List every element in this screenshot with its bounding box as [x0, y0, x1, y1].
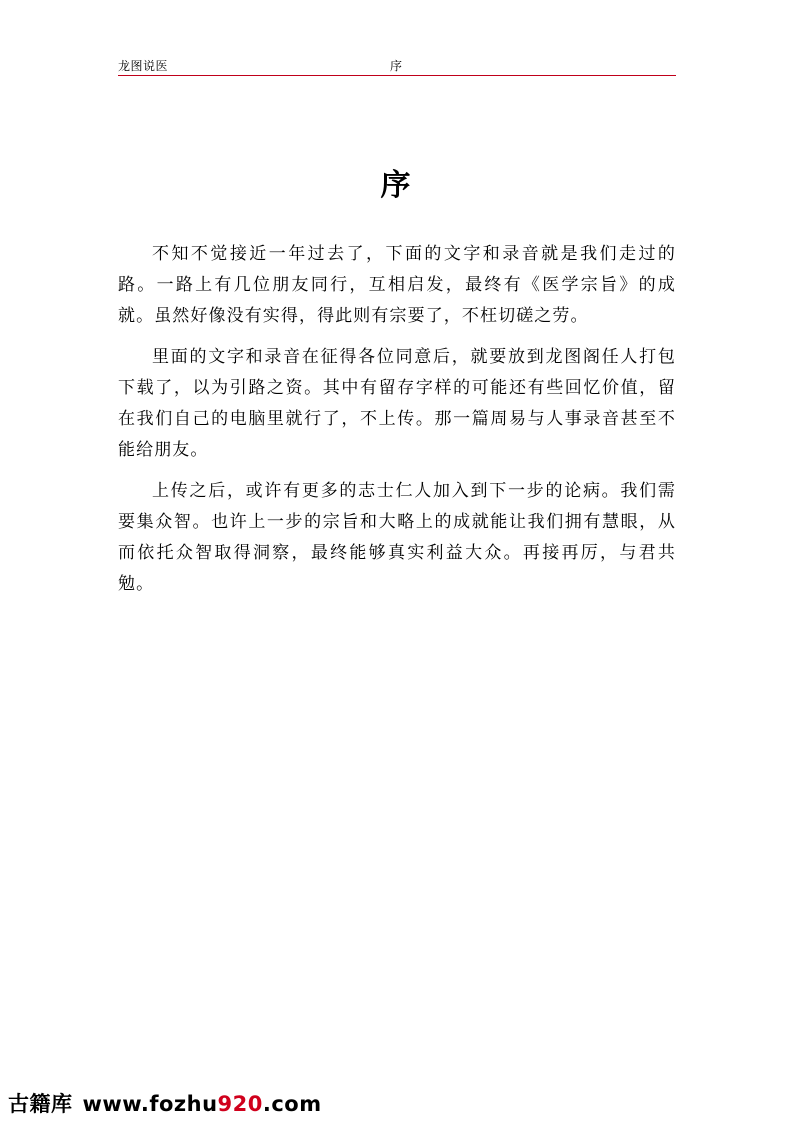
watermark-url-suffix: .com: [262, 1092, 322, 1116]
watermark-url-prefix: www.fozhu: [82, 1092, 218, 1116]
watermark-url: [83, 1092, 322, 1116]
watermark-brand: 古籍库: [8, 1092, 73, 1116]
paragraph-1: 不知不觉接近一年过去了，下面的文字和录音就是我们走过的路。一路上有几位朋友同行，互相启发，最终有《医学宗旨》的成就。虽然好像没有实得，得此则有宗要了，不枉切磋之劳。: [118, 244, 676, 326]
header-section: 序: [390, 59, 403, 73]
page-header: [118, 55, 676, 76]
paragraph-3: 上传之后，或许有更多的志士仁人加入到下一步的论病。我们需要集众智。也许上一步的宗旨和大略上的成就能让我们拥有慧眼，从而依托众智取得洞察，最终能够真实利益大众。再接再厉，与君共勉。: [118, 481, 676, 594]
watermark-url-number: 920: [217, 1092, 263, 1116]
watermark-footer: [8, 1088, 322, 1118]
paragraph-2: 里面的文字和录音在征得各位同意后，就要放到龙图阁任人打包下载了，以为引路之资。其中有留存字样的可能还有些回忆价值，留在我们自己的电脑里就行了，不上传。那一篇周易与人事录音甚至不能给朋友。: [118, 347, 676, 460]
page-title: 序: [380, 168, 413, 203]
header-book-title: 龙图说医: [118, 59, 169, 73]
body-text: [118, 239, 676, 610]
